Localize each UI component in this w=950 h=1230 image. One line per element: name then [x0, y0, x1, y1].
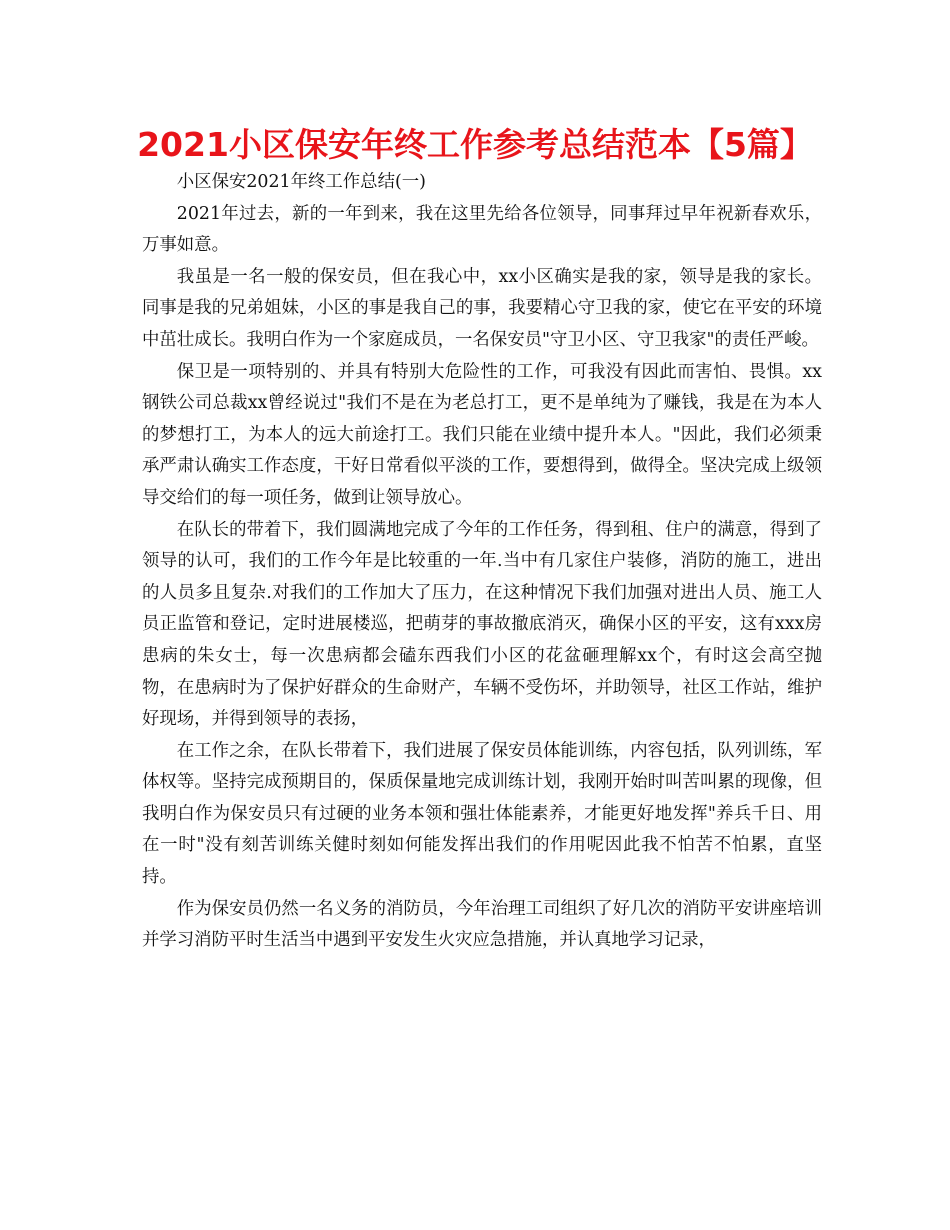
paragraph: 2021年过去，新的一年到来，我在这里先给各位领导，同事拜过早年祝新春欢乐，万事如意。: [142, 203, 822, 256]
paragraph: 作为保安员仍然一名义务的消防员，今年治理工司组织了好几次的消防平安讲座培训并学习消防平时生活当中遇到平安发生火灾应急措施，并认真地学习记录，: [142, 898, 822, 951]
document-body: [142, 167, 822, 957]
paragraph: 保卫是一项特别的、并具有特别大危险性的工作，可我没有因此而害怕、畏惧。xx钢铁公司总裁xx曾经说过"我们不是在为老总打工，更不是单纯为了赚钱，我是在为本人的梦想打工，为本人的远大前途打工。我们只能在业绩中提升本人。"因此，我们必须秉承严肃认确实工作态度，干好日常看似平淡的工作，要想得到，做得全。坚决完成上级领导交给们的每一项任务，做到让领导放心。: [142, 361, 822, 508]
document-title: 2021小区保安年终工作参考总结范本【5篇】: [137, 125, 813, 164]
section-heading: 小区保安2021年终工作总结(一): [176, 172, 426, 192]
paragraph: 在队长的带着下，我们圆满地完成了今年的工作任务，得到租、住户的满意，得到了领导的认可，我们的工作今年是比较重的一年.当中有几家住户装修，消防的施工，进出的人员多且复杂.对我们的工作加大了压力，在这种情况下我们加强对进出人员、施工人员正监管和登记，定时进展楼巡，把萌芽的事故撤底消灭，确保小区的平安，这有xxx房患病的朱女士，每一次患病都会磕东西我们小区的花盆砸理解xx个，有时这会高空抛物，在患病时为了保护好群众的生命财产，车辆不受伤坏，并助领导，社区工作站，维护好现场，并得到领导的表扬，: [142, 519, 822, 730]
paragraph: 在工作之余，在队长带着下，我们进展了保安员体能训练，内容包括，队列训练，军体权等。坚持完成预期目的，保质保量地完成训练计划，我刚开始时叫苦叫累的现像，但我明白作为保安员只有过硬的业务本领和强壮体能素养，才能更好地发挥"养兵千日、用在一时"没有刻苦训练关健时刻如何能发挥出我们的作用呢因此我不怕苦不怕累，直坚持。: [142, 740, 822, 888]
paragraph: 我虽是一名一般的保安员，但在我心中，xx小区确实是我的家，领导是我的家长。同事是我的兄弟姐妹，小区的事是我自己的事，我要精心守卫我的家，使它在平安的环境中茁壮成长。我明白作为一个家庭成员，一名保安员"守卫小区、守卫我家"的责任严峻。: [142, 266, 822, 350]
